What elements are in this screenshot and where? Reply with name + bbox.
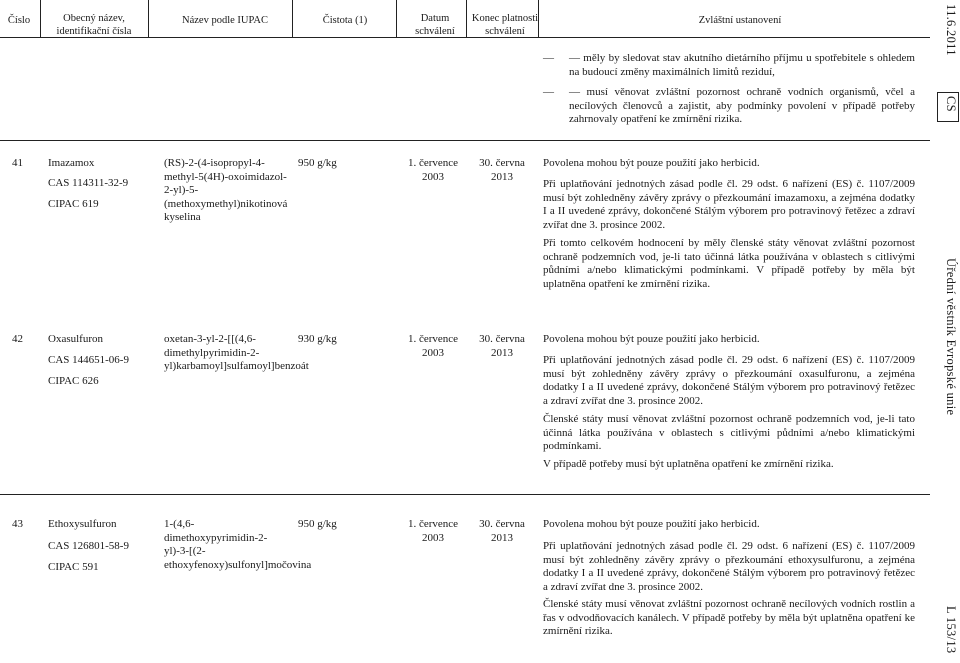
header-col-no: Číslo — [7, 15, 31, 26]
iupac-name: (RS)-2-(4-isopropyl-4-methyl-5(4H)-oxoimidazol-2-yl)-5-(methoxymethyl)nikotinová kyselina — [164, 157, 288, 223]
provision-text: Členské státy musí věnovat zvláštní pozornost ochraně necílových vodních rostlin a řas v odvodňovacích kanálech. V případě potřeby by měla být uplatněna opatření ke zmírnění rizika. — [543, 598, 915, 637]
cas-number: CAS 126801-58-9 — [48, 540, 129, 552]
purity: 950 g/kg — [298, 157, 337, 169]
header-rule — [0, 37, 930, 38]
provision-text: Při uplatňování jednotných zásad podle čl. 29 odst. 6 nařízení (ES) č. 1107/2009 musí být zohledněny závěry zprávy o přezkoumání imazamoxu, a zejména dodatky I a II uvedené zprávy, dokončené Stálým výborem pro potravinový řetězec a zdraví zvířat dne 3. prosince 2002. — [543, 178, 915, 231]
header-col-approval: Datum schválení — [415, 13, 455, 37]
provision-text: Povolena mohou být pouze použití jako herbicid. — [543, 333, 760, 345]
approval-date: 1. července 2003 — [407, 157, 459, 183]
row-no: 43 — [12, 518, 23, 530]
margin-journal-title: Úřední věstník Evropské unie — [944, 258, 958, 416]
approval-date: 1. července 2003 — [407, 518, 459, 544]
row-no: 41 — [12, 157, 23, 169]
expiry-date: 30. června 2013 — [479, 333, 525, 359]
expiry-date: 30. června 2013 — [479, 518, 525, 544]
row-no: 42 — [12, 333, 23, 345]
provision-text: Při uplatňování jednotných zásad podle čl. 29 odst. 6 nařízení (ES) č. 1107/2009 musí být zohledněny závěry zprávy o přezkoumání ethoxysulfuronu, a zejména dodatky I a II uvedené zprávy, dokončené Stálým výborem pro potravinový řetězec a zdraví zvířat dne 3. prosince 2002. — [543, 540, 915, 593]
iupac-name: 1-(4,6-dimethoxypyrimidin-2-yl)-3-[(2-ethoxyfenoxy)sulfonyl]močovina — [164, 518, 312, 571]
provision-text: Při uplatňování jednotných zásad podle čl. 29 odst. 6 nařízení (ES) č. 1107/2009 musí být zohledněny závěry zprávy o přezkoumání oxasulfuronu, a zejména dodatky I a II uvedené zprávy, dokončené Stálým výborem pro potravinový řetězec a zdraví zvířat dne 3. prosince 2002. — [543, 354, 915, 407]
header-col-iupac: Název podle IUPAC — [182, 15, 268, 26]
cipac-number: CIPAC 619 — [48, 198, 99, 210]
iupac-name: oxetan-3-yl-2-[[(4,6-dimethylpyrimidin-2-yl)karbamoyl]sulfamoyl]benzoát — [164, 333, 309, 372]
active-substance-name: Oxasulfuron — [48, 333, 103, 345]
continuation-item: — — měly by sledovat stav akutního dietárního příjmu u spotřebitele s ohledem na budoucí změny maximálních limitů reziduí, — [543, 52, 915, 78]
header-col-purity: Čistota (1) — [322, 15, 368, 26]
margin-page-number: L 153/13 — [944, 606, 958, 654]
col-divider — [148, 0, 149, 37]
provision-text: Povolena mohou být pouze použití jako herbicid. — [543, 518, 760, 530]
cipac-number: CIPAC 591 — [48, 561, 99, 573]
header-col-provisions: Zvláštní ustanovení — [698, 15, 782, 26]
row-rule — [0, 494, 930, 495]
provision-text: Při tomto celkovém hodnocení by měly členské státy věnovat zvláštní pozornost ochraně podzemních vod, je-li tato účinná látka používána v oblastech s citlivými půdními a/nebo klimatickými podmínkami. V případě potřeby by měla být uplatněna opatření ke zmírnění rizika. — [543, 237, 915, 290]
col-divider — [538, 0, 539, 37]
col-divider — [466, 0, 467, 37]
purity: 930 g/kg — [298, 333, 337, 345]
margin-date: 11.6.2011 — [944, 4, 958, 56]
provision-text: Povolena mohou být pouze použití jako herbicid. — [543, 157, 760, 169]
provision-text: Členské státy musí věnovat zvláštní pozornost ochraně podzemních vod, je-li tato účinná látka používána v oblastech s citlivými půdními a/nebo klimatickými podmínkami. — [543, 413, 915, 452]
active-substance-name: Imazamox — [48, 157, 95, 169]
margin-language: CS — [944, 96, 958, 112]
col-divider — [396, 0, 397, 37]
cipac-number: CIPAC 626 — [48, 375, 99, 387]
expiry-date: 30. června 2013 — [479, 157, 525, 183]
continuation-item: — — musí věnovat zvláštní pozornost ochraně vodních organismů, včel a necílových členovců a zajistit, aby podmínky povolení v případě potřeby zahrnovaly opatření ke zmírnění rizika. — [543, 86, 915, 125]
approval-date: 1. července 2003 — [407, 333, 459, 359]
row-rule — [0, 140, 930, 141]
cas-number: CAS 114311-32-9 — [48, 177, 129, 189]
cas-number: CAS 144651-06-9 — [48, 354, 129, 366]
header-col-expiry: Konec platnosti schválení — [471, 13, 539, 37]
margin-language-box — [937, 92, 959, 122]
purity: 950 g/kg — [298, 518, 337, 530]
col-divider — [40, 0, 41, 37]
active-substance-name: Ethoxysulfuron — [48, 518, 117, 530]
provision-text: V případě potřeby musí být uplatněna opatření ke zmírnění rizika. — [543, 458, 834, 470]
col-divider — [292, 0, 293, 37]
header-col-name: Obecný název, identifikační čísla — [56, 13, 132, 37]
